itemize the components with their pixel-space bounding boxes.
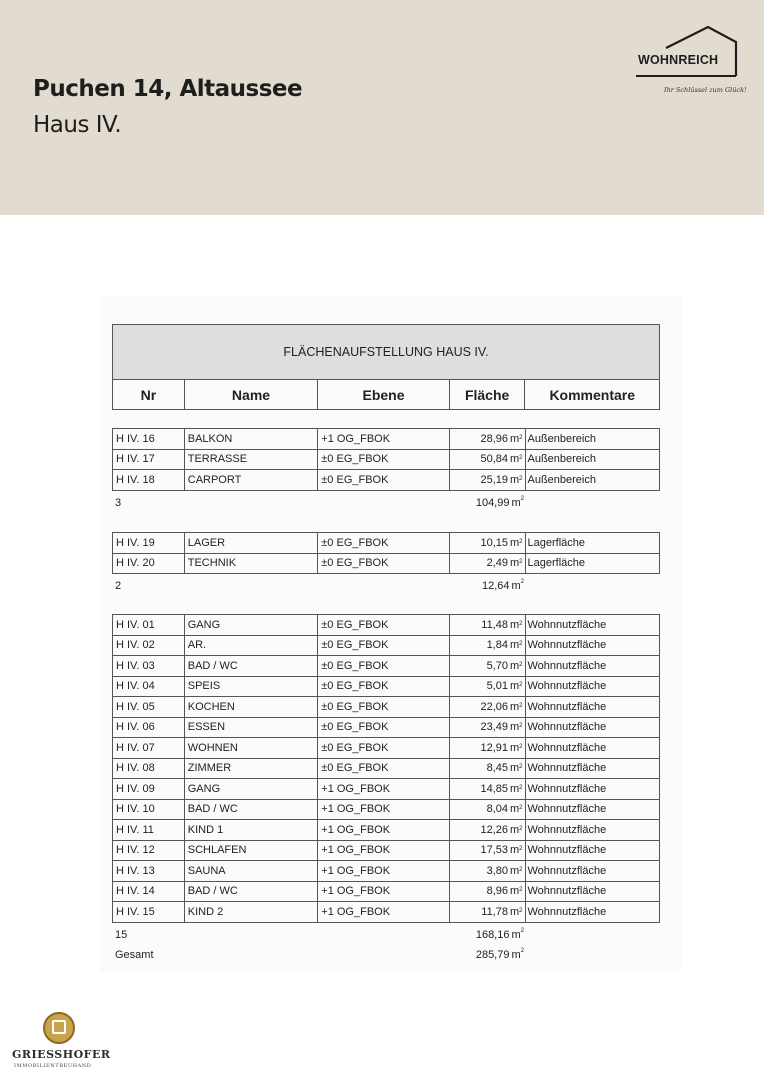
table-row [113,882,659,903]
cell-flaeche: 50,84 m $^2$ [450,450,526,470]
group-summary [112,578,660,594]
cell-ebene: ±0 EG_FBOK [318,759,450,779]
grand-total-row [112,947,660,963]
cell-kommentar: Außenbereich [527,473,596,486]
table-row [113,697,659,718]
table-row [113,861,659,882]
wohnreich-logo [632,24,747,96]
cell-name: TERRASSE [185,450,319,470]
cell-flaeche: 10,15 m $^2$ [450,533,526,553]
table-header [112,324,660,410]
cell-nr: H IV. 05 [113,697,185,717]
table-row [113,554,659,575]
cell-kommentar: Wohnnutzfläche [527,680,607,693]
group-total: 12,64 $m^2$ [481,579,524,592]
cell-kommentar: Wohnnutzfläche [527,885,607,898]
cell-nr: H IV. 16 [113,429,185,449]
cell-ebene: +1 OG_FBOK [318,882,450,902]
group-total: 168,16 $m^2$ [475,927,524,941]
cell-flaeche: 2,49 m $^2$ [450,554,526,574]
griesshofer-logo-name: GRIESSHOFER [12,1048,111,1061]
cell-ebene: +1 OG_FBOK [318,841,450,861]
table-row [113,841,659,862]
cell-name: SPEIS [185,677,319,697]
cell-name: SCHLAFEN [185,841,319,861]
cell-flaeche: 28,96 m $^2$ [450,429,526,449]
cell-nr: H IV. 01 [113,615,185,635]
cell-nr: H IV. 13 [113,861,185,881]
cell-kommentar: Wohnnutzfläche [527,864,607,877]
cell-nr: H IV. 09 [113,779,185,799]
cell-nr: H IV. 12 [113,841,185,861]
cell-nr: H IV. 10 [113,800,185,820]
cell-ebene: ±0 EG_FBOK [318,615,450,635]
table-row [113,779,659,800]
cell-name: CARPORT [185,470,319,490]
cell-kommentar: Außenbereich [527,453,596,466]
cell-flaeche: 23,49 m $^2$ [450,718,526,738]
cell-nr: H IV. 03 [113,656,185,676]
group-summary [112,495,660,511]
table-row [113,738,659,759]
cell-flaeche: 3,80 m $^2$ [450,861,526,881]
cell-kommentar: Lagerfläche [527,536,585,549]
cell-ebene: ±0 EG_FBOK [318,450,450,470]
group-count: 15 [115,928,128,941]
table-group [112,428,660,491]
table-row [113,636,659,657]
cell-nr: H IV. 14 [113,882,185,902]
cell-ebene: +1 OG_FBOK [318,429,450,449]
cell-kommentar: Wohnnutzfläche [527,803,607,816]
cell-nr: H IV. 11 [113,820,185,840]
cell-name: BAD / WC [185,882,319,902]
group-total: 104,99 $m^2$ [475,495,524,509]
cell-name: KIND 2 [185,902,319,922]
group-summary [112,927,660,943]
cell-name: WOHNEN [185,738,319,758]
cell-flaeche: 11,48 m $^2$ [450,615,526,635]
column-header-kommentare: Kommentare [549,386,636,403]
table-row [113,820,659,841]
cell-flaeche: 1,84 m $^2$ [450,636,526,656]
table-row [113,902,659,923]
cell-ebene: +1 OG_FBOK [318,820,450,840]
cell-ebene: +1 OG_FBOK [318,861,450,881]
cell-flaeche: 8,45 m $^2$ [450,759,526,779]
wohnreich-logo-name: WOHNREICH [638,53,719,67]
cell-flaeche: 22,06 m $^2$ [450,697,526,717]
cell-flaeche: 25,19 m $^2$ [450,470,526,490]
logo-house-icon [52,1020,66,1034]
griesshofer-logo-tagline: IMMOBILIENTREUHAND [14,1063,92,1069]
cell-kommentar: Wohnnutzfläche [527,741,607,754]
table-row [113,429,659,450]
cell-name: BAD / WC [185,800,319,820]
cell-name: AR. [185,636,319,656]
column-header-ebene: Ebene [318,380,450,409]
cell-name: ZIMMER [185,759,319,779]
cell-nr: H IV. 02 [113,636,185,656]
cell-kommentar: Wohnnutzfläche [527,659,607,672]
cell-nr: H IV. 19 [113,533,185,553]
table-row [113,677,659,698]
table-row [113,533,659,554]
header-banner [0,0,764,215]
table-group [112,614,660,923]
cell-nr: H IV. 15 [113,902,185,922]
column-header-name: Name [185,380,319,409]
cell-name: ESSEN [185,718,319,738]
cell-name: KIND 1 [185,820,319,840]
cell-ebene: ±0 EG_FBOK [318,697,450,717]
griesshofer-logo [10,1012,110,1072]
table-row [113,656,659,677]
grand-total-value: 285,79 $m^2$ [475,947,524,961]
table-group [112,532,660,574]
cell-name: BAD / WC [185,656,319,676]
cell-ebene: ±0 EG_FBOK [318,718,450,738]
cell-kommentar: Außenbereich [527,432,596,445]
page-subtitle: Haus IV. [33,112,122,138]
cell-flaeche: 8,04 m $^2$ [450,800,526,820]
cell-kommentar: Wohnnutzfläche [527,700,607,713]
cell-kommentar: Wohnnutzfläche [527,721,607,734]
cell-flaeche: 17,53 m $^2$ [450,841,526,861]
table-row [113,450,659,471]
cell-name: KOCHEN [185,697,319,717]
cell-flaeche: 14,85 m $^2$ [450,779,526,799]
grand-total-label: Gesamt [115,948,154,961]
cell-kommentar: Wohnnutzfläche [527,639,607,652]
table-row [113,800,659,821]
page-title: Puchen 14, Altaussee [33,76,303,102]
cell-ebene: ±0 EG_FBOK [318,554,450,574]
cell-ebene: ±0 EG_FBOK [318,677,450,697]
cell-ebene: ±0 EG_FBOK [318,738,450,758]
cell-ebene: +1 OG_FBOK [318,779,450,799]
table-row [113,615,659,636]
cell-kommentar: Wohnnutzfläche [527,618,607,631]
cell-ebene: ±0 EG_FBOK [318,470,450,490]
group-count: 2 [115,580,122,592]
column-header-flaeche: Fläche [450,380,526,409]
cell-ebene: +1 OG_FBOK [318,902,450,922]
cell-kommentar: Wohnnutzfläche [527,782,607,795]
cell-name: BALKON [185,429,319,449]
column-header-nr: Nr [113,380,185,409]
column-headers [113,380,659,409]
cell-ebene: ±0 EG_FBOK [318,533,450,553]
cell-name: LAGER [185,533,319,553]
cell-nr: H IV. 04 [113,677,185,697]
cell-kommentar: Wohnnutzfläche [527,762,607,775]
cell-ebene: +1 OG_FBOK [318,800,450,820]
cell-name: GANG [185,615,319,635]
cell-name: TECHNIK [185,554,319,574]
cell-kommentar: Wohnnutzfläche [527,844,607,857]
cell-flaeche: 5,70 m $^2$ [450,656,526,676]
cell-nr: H IV. 20 [113,554,185,574]
cell-nr: H IV. 17 [113,450,185,470]
cell-nr: H IV. 06 [113,718,185,738]
wohnreich-logo-tagline: Ihr Schlüssel zum Glück! [664,86,747,94]
cell-flaeche: 12,26 m $^2$ [450,820,526,840]
cell-flaeche: 5,01 m $^2$ [450,677,526,697]
cell-flaeche: 11,78 m $^2$ [450,902,526,922]
cell-name: SAUNA [185,861,319,881]
cell-flaeche: 8,96 m $^2$ [450,882,526,902]
table-row [113,759,659,780]
cell-ebene: ±0 EG_FBOK [318,656,450,676]
table-caption: FLÄCHENAUFSTELLUNG HAUS IV. [113,325,659,380]
table-row [113,718,659,739]
table-row [113,470,659,491]
cell-flaeche: 12,91 m $^2$ [450,738,526,758]
cell-kommentar: Wohnnutzfläche [527,905,607,918]
cell-ebene: ±0 EG_FBOK [318,636,450,656]
group-count: 3 [115,496,122,509]
cell-nr: H IV. 08 [113,759,185,779]
cell-nr: H IV. 07 [113,738,185,758]
cell-nr: H IV. 18 [113,470,185,490]
cell-kommentar: Wohnnutzfläche [527,823,607,836]
cell-kommentar: Lagerfläche [527,557,585,570]
cell-name: GANG [185,779,319,799]
